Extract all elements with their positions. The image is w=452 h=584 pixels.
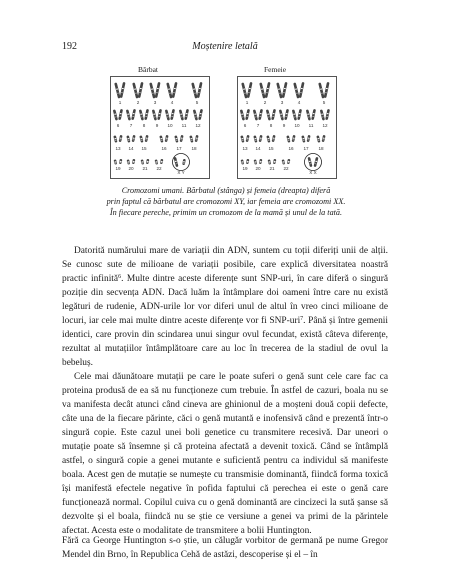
- chromosome: [282, 159, 286, 164]
- chromosome: [311, 109, 316, 120]
- chromosome: [131, 109, 136, 120]
- chromosome-number: 10: [294, 123, 300, 128]
- chromosome-number: 22: [283, 166, 289, 171]
- page-number: 192: [62, 41, 77, 52]
- chromosome: [118, 109, 123, 120]
- paragraph-mendel: Fără ca George Huntington s-o știe, un călugăr vorbitor de germană pe nume Gregor Mendel din Brno, în Republica Cehă de astăzi, descoperise și el – în: [62, 536, 388, 560]
- male-karyotype-chart: [111, 77, 209, 178]
- body-paragraphs: [62, 244, 388, 538]
- chromosome: [246, 135, 250, 142]
- chromosome: [253, 135, 257, 142]
- chromosome: [165, 135, 169, 142]
- chromosome: [160, 159, 164, 164]
- chromosome: [322, 135, 326, 142]
- chromosome: [159, 135, 163, 142]
- chromosome-number: 10: [167, 123, 173, 128]
- chromosome: [174, 135, 178, 142]
- chromosome-number: 15: [141, 146, 147, 151]
- chromosome: [324, 82, 330, 98]
- chromosome-number: 12: [322, 123, 328, 128]
- female-karyotype: [237, 76, 337, 179]
- chromosome: [308, 157, 313, 167]
- chromosome-number: 14: [255, 146, 261, 151]
- chromosome: [157, 109, 162, 120]
- chromosome: [247, 82, 253, 98]
- chromosome-number: 1: [118, 100, 122, 105]
- chromosome: [272, 135, 276, 142]
- chromosome: [149, 82, 155, 98]
- chromosome-number: 12: [195, 123, 201, 128]
- chromosome: [126, 135, 130, 142]
- chromosome: [241, 159, 245, 164]
- chromosome-number: 4: [170, 100, 174, 105]
- footnote-marker: 7: [300, 316, 304, 322]
- female-label: Femeie: [264, 65, 287, 74]
- chromosome: [259, 159, 263, 164]
- chromosome-number: 21: [142, 166, 148, 171]
- chromosome: [114, 159, 118, 164]
- figure-caption: [88, 186, 364, 218]
- chromosome: [152, 109, 157, 120]
- female-karyotype-chart: [238, 77, 336, 178]
- chromosome-number: 7: [129, 123, 133, 128]
- chromosome: [325, 109, 330, 120]
- chromosome: [292, 109, 297, 120]
- chromosome: [120, 82, 126, 98]
- chromosome: [138, 82, 144, 98]
- chromosome: [146, 159, 150, 164]
- chromosome: [297, 109, 302, 120]
- chromosome: [197, 82, 203, 98]
- chromosome-number: 14: [128, 146, 134, 151]
- chromosome: [113, 135, 117, 142]
- chromosome-number: 19: [242, 166, 248, 171]
- page-header: [62, 41, 388, 55]
- chromosome: [114, 82, 120, 98]
- caption-line: prin faptul că bărbatul are cromozomi XY, iar femeia are cromozomi XX.: [106, 196, 346, 206]
- chromosome: [320, 109, 325, 120]
- chromosome: [155, 82, 161, 98]
- chromosome: [287, 159, 291, 164]
- chromosome: [259, 82, 265, 98]
- chromosome-number: 8: [269, 123, 273, 128]
- chromosome: [286, 135, 290, 142]
- chromosome: [266, 135, 270, 142]
- chromosome-number: 11: [181, 123, 187, 128]
- male-label: Bărbat: [138, 65, 158, 74]
- footnote-marker: 6: [118, 274, 122, 280]
- chromosome: [301, 135, 305, 142]
- chromosome: [180, 135, 184, 142]
- chromosome-number: 16: [161, 146, 167, 151]
- chromosome: [127, 159, 131, 164]
- chromosome-number: 22: [156, 166, 162, 171]
- chromosome-number: 11: [308, 123, 314, 128]
- chromosome-number: 19: [115, 166, 121, 171]
- caption-line: În fiecare pereche, primim un cromozom de la mamă și unul de la tată.: [109, 207, 343, 217]
- chromosome: [253, 109, 258, 120]
- chromosome: [299, 82, 305, 98]
- chromosome: [145, 135, 149, 142]
- chromosome: [314, 157, 319, 167]
- chromosome: [254, 159, 258, 164]
- body-paragraph-last: [62, 534, 388, 562]
- chromosome: [184, 109, 189, 120]
- chromosome: [119, 135, 123, 142]
- chromosome-number: 17: [303, 146, 309, 151]
- chromosome-number: 20: [255, 166, 261, 171]
- chromosome: [284, 109, 289, 120]
- chromosome: [132, 135, 136, 142]
- chromosome-number: 13: [242, 146, 248, 151]
- chromosome: [113, 109, 118, 120]
- chromosome: [195, 135, 199, 142]
- chromosome: [132, 82, 138, 98]
- chromosome: [306, 109, 311, 120]
- chromosome-number: 4: [297, 100, 301, 105]
- chromosome-number: 18: [318, 146, 324, 151]
- chromosome: [179, 109, 184, 120]
- chromosome-number: 15: [268, 146, 274, 151]
- chromosome-number: 9: [282, 123, 286, 128]
- paragraph-dna-variation: [62, 244, 388, 370]
- chromosome: [276, 82, 282, 98]
- chromosome-number: 17: [176, 146, 182, 151]
- chromosome-number: 9: [155, 123, 159, 128]
- chromosome: [165, 109, 170, 120]
- paragraph-mutations: Cele mai dăunătoare mutații pe care le poate suferi o genă sunt cele care fac ca proteina produsă de ea să nu funcționeze cum trebuie. În astfel de cazuri, boala nu se va manifesta decât atunci când cineva are ghinionul de a moșteni două copii defecte, câte una de la fiecare părinte, căci o genă mutantă e inofensivă când e prezentă într-o singură copie. Este cazul unei boli genetice cu transmitere recesivă. Dar uneori o mutație poate să însemne și că proteina afectată a devenit toxică. Când se întâmplă astfel, o singură copie a genei mutante e suficientă pentru ca individul să manifeste boala. Acest gen de mutație se numește cu transmisie dominantă, fiindcă forma toxică își manifestă efectele negative în pofida faptului că perechea ei este o genă care funcționează normal. Copilul cuiva cu o genă dominantă are cincizeci la sută șanse să dezvolte și el boala, fiindcă nu se știe ce versiune a genei va primi de la părintele afectat. Acesta este o modalitate de transmitere a bolii Huntington.: [62, 372, 388, 536]
- chromosome: [318, 82, 324, 98]
- chromosome: [182, 159, 186, 165]
- chromosome-number: 3: [153, 100, 157, 105]
- chromosome: [193, 109, 198, 120]
- chromosome: [191, 82, 197, 98]
- chromosome-number: 18: [191, 146, 197, 151]
- chromosome: [139, 109, 144, 120]
- chromosome: [292, 135, 296, 142]
- chromosome: [273, 159, 277, 164]
- chromosome-number: 2: [263, 100, 267, 105]
- chromosome: [258, 109, 263, 120]
- sex-chromosome-label: X X: [309, 170, 317, 175]
- chromosome-number: 1: [245, 100, 249, 105]
- paragraph-text: Datorită numărului mare de variații din ADN, suntem cu toții diferiți unii de alții. Se cunosc sute de milioane de variații posibile, care explică diversitatea noastră practic infinită: [62, 246, 388, 284]
- chromosome: [307, 135, 311, 142]
- running-title: Moștenire letală: [192, 41, 258, 52]
- chromosome-number: 13: [115, 146, 121, 151]
- chromosome-number: 21: [269, 166, 275, 171]
- chromosome: [293, 82, 299, 98]
- chromosome-number: 6: [243, 123, 247, 128]
- chromosome: [240, 109, 245, 120]
- chromosome-number: 5: [322, 100, 326, 105]
- chromosome-number: 16: [288, 146, 294, 151]
- chromosome: [198, 109, 203, 120]
- paragraph-text: . Multe dintre aceste diferențe sunt SNP-uri, în care diferă o singură poziție din secvența ADN. Dacă luăm la întâmplare doi oameni între care nu există legături de rudenie, ADN-urile lor vor diferi unul de altul în vreo cinci milioane de locuri, iar cele mai multe dintre aceste diferențe vor fi SNP-uri: [62, 274, 388, 326]
- chromosome-number: 7: [256, 123, 260, 128]
- chromosome: [271, 109, 276, 120]
- chromosome: [132, 159, 136, 164]
- chromosome: [282, 82, 288, 98]
- chromosome: [316, 135, 320, 142]
- paragraph-text: . Până și între gemenii identici, care provin din scindarea unui singur ovul fecundat, există câteva diferențe, rezultat al mutațiilor întâmplătoare care au loc în trecerea de la stadiul de ovul la bebeluș.: [62, 316, 388, 368]
- chromosome: [139, 135, 143, 142]
- chromosome: [259, 135, 263, 142]
- sex-chromosome-circle: [305, 154, 322, 171]
- chromosome: [144, 109, 149, 120]
- chromosome: [155, 159, 159, 164]
- chromosome: [241, 82, 247, 98]
- chromosome: [141, 159, 145, 164]
- chromosome: [172, 82, 178, 98]
- chromosome: [266, 109, 271, 120]
- chromosome: [189, 135, 193, 142]
- chromosome-number: 6: [116, 123, 120, 128]
- chromosome-number: 20: [128, 166, 134, 171]
- sex-chromosome-label: X Y: [177, 170, 185, 175]
- chromosome: [126, 109, 131, 120]
- chromosome: [174, 157, 179, 167]
- chromosome: [240, 135, 244, 142]
- chromosome: [245, 109, 250, 120]
- chromosome-number: 8: [142, 123, 146, 128]
- chromosome: [170, 109, 175, 120]
- chromosome: [246, 159, 250, 164]
- chromosome: [268, 159, 272, 164]
- chromosome-number: 3: [280, 100, 284, 105]
- chromosome-number: 2: [136, 100, 140, 105]
- chromosome: [119, 159, 123, 164]
- male-karyotype: [110, 76, 210, 179]
- chromosome: [279, 109, 284, 120]
- chromosome: [166, 82, 172, 98]
- caption-line: Cromozomi umani. Bărbatul (stânga) și femeia (dreapta) diferă: [121, 186, 331, 195]
- chromosome: [265, 82, 271, 98]
- chromosome-number: 5: [195, 100, 199, 105]
